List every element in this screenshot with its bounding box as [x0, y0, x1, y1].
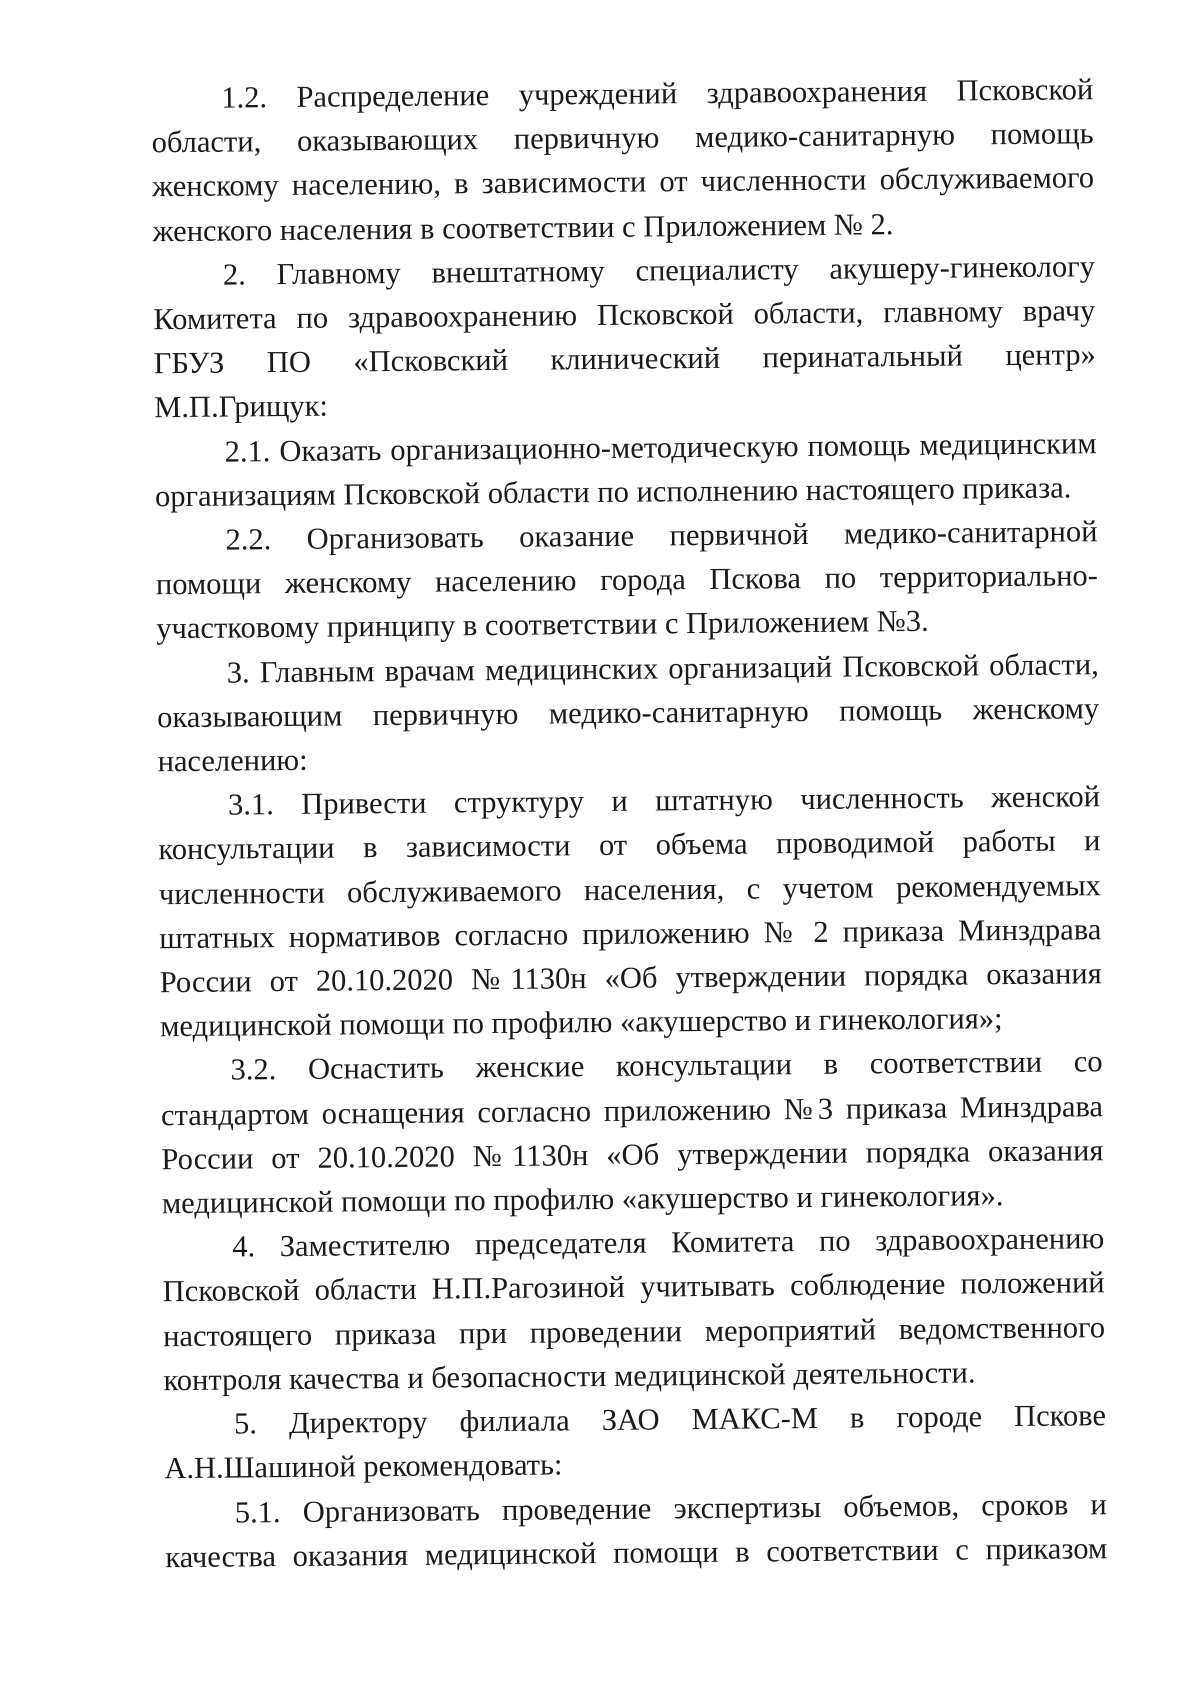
paragraph-3: 3. Главным врачам медицинских организаций Псковской области, оказывающим первичную медико-санитарную помощь женскому населению:: [157, 646, 1100, 779]
paragraph-2-2: 2.2. Организовать оказание первичной медико-санитарной помощи женскому населению города Пскова по территориально-участковому принципу в соответствии с Приложением №3.: [155, 514, 1099, 646]
paragraph-4: 4. Заместителю председателя Комитета по здравоохранению Псковской области Н.П.Рагозиной учитывать соблюдение положений настоящего приказа при проведении мероприятий ведомственного контроля качества и безопасности медицинской деятельности.: [162, 1221, 1106, 1398]
paragraph-3-2: 3.2. Оснастить женские консультации в соответствии со стандартом оснащения согласно приложению №3 приказа Минздрава России от 20.10.2020 №1130н «Об утверждении порядка оказания медицинской помощи по профилю «акушерство и гинекология».: [160, 1044, 1104, 1221]
paragraph-5: 5. Директору филиала ЗАО МАКС-М в городе Пскове А.Н.Шашиной рекомендовать:: [164, 1398, 1107, 1486]
paragraph-2: 2. Главному внештатному специалисту акушеру-гинекологу Комитета по здравоохранению Псковской области, главному врачу ГБУЗ ПО «Псковский клинический перинатальный центр» М.П.Грищук:: [153, 249, 1096, 425]
paragraph-1-2: 1.2. Распределение учреждений здравоохранения Псковской области, оказывающих первичную медико-санитарную помощь женскому населению, в зависимости от численности обслуживаемого женского населения в соответствии с Приложением № 2.: [151, 72, 1095, 248]
paragraph-2-1: 2.1. Оказать организационно-методическую помощь медицинским организациям Псковской области по исполнению настоящего приказа.: [154, 425, 1097, 514]
document-body: [151, 67, 1107, 1579]
paragraph-5-1: 5.1. Организовать проведение экспертизы объемов, сроков и качества оказания медицинской помощи в соответствии с приказом: [165, 1486, 1108, 1574]
paragraph-3-1: 3.1. Привести структуру и штатную численность женской консультации в зависимости от объема проводимой работы и численности обслуживаемого населения, с учетом рекомендуемых штатных нормативов согласно приложению № 2 приказа Минздрава России от 20.10.2020 №1130н «Об утверждении порядка оказания медицинской помощи по профилю «акушерство и гинекология»;: [158, 779, 1102, 1044]
